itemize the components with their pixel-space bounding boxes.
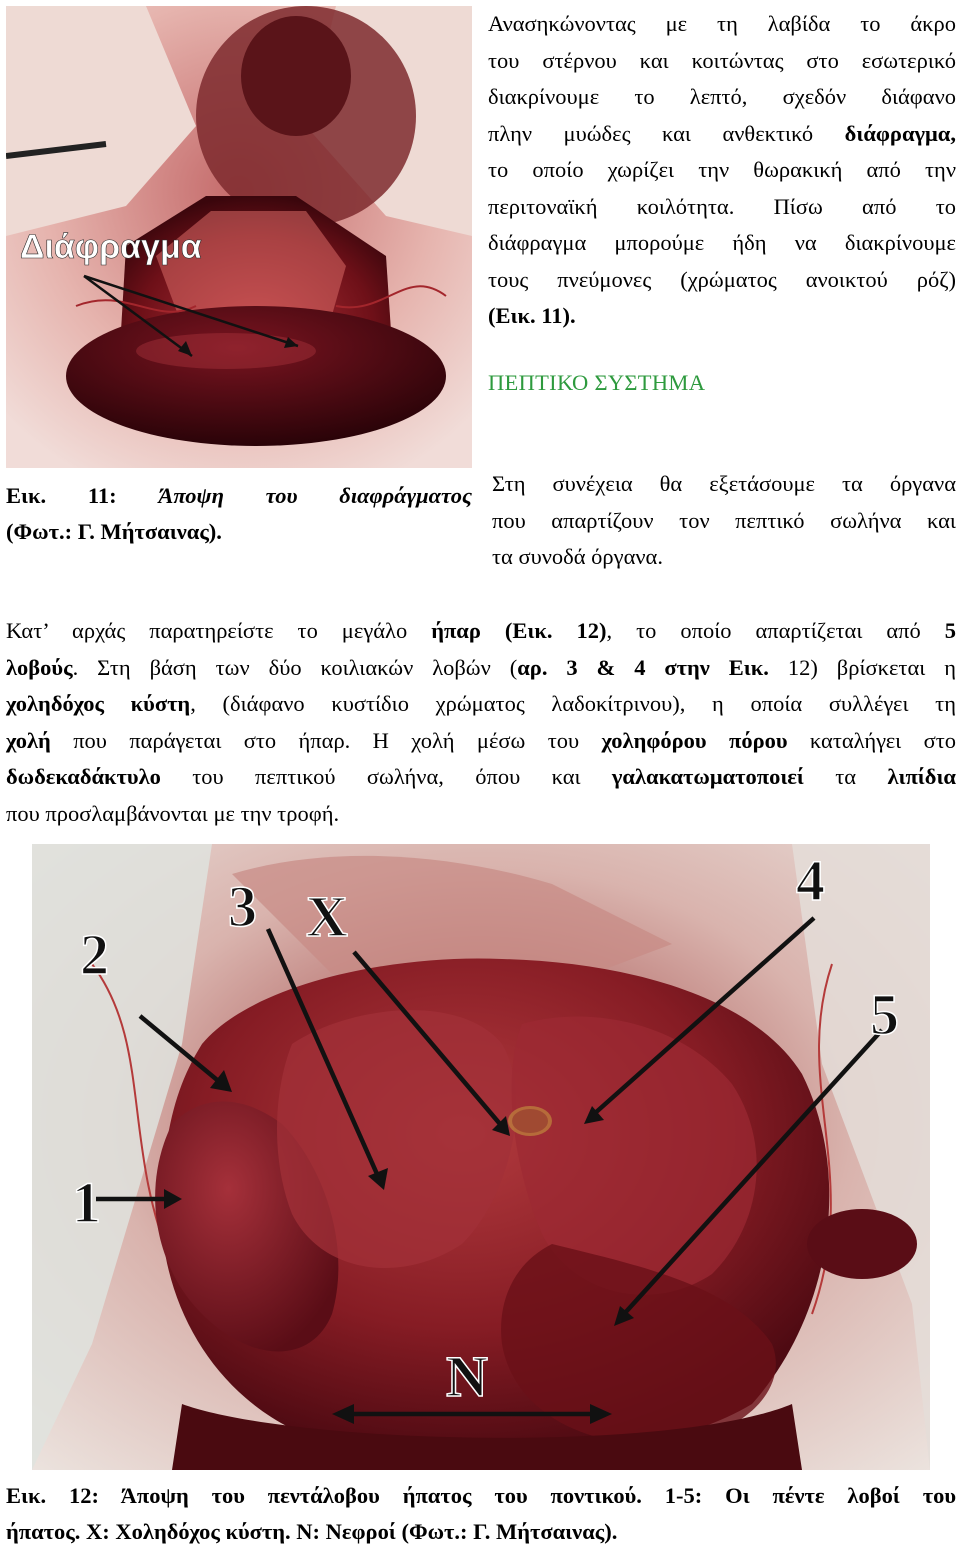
gallbladder-term: χοληδόχος κύστη <box>6 691 191 716</box>
section-heading: ΠΕΠΤΙΚΟ ΣΥΣΤΗΜΑ <box>488 370 706 395</box>
diaphragm-term: διάφραγμα, <box>844 120 956 146</box>
intro-paragraph: Ανασηκώνοντας με τη λαβίδα το άκρο του στέρνου και κοιτώντας στο εσωτερικό διακρίνουμε το λεπτό, σχεδόν διάφανο πλην μυώδες και ανθεκτικό διάφραγμα, το οποίο χωρίζει την θωρακική από την περιτοναϊκή κοιλότητα. Πίσω από το διάφραγμα μπορούμε ήδη να διακρίνουμε τους πνεύμονες (χρώματος ανοικτού ρόζ) (Εικ. 11). <box>488 11 956 328</box>
lobe-label-2: 2 <box>80 922 109 987</box>
figure-11-caption-credit: (Φωτ.: Γ. Μήτσαινας). <box>6 519 222 544</box>
kidney-label-n: N <box>446 1344 488 1409</box>
bile-term: χολή <box>6 727 51 753</box>
figure-11-caption-line1: Εικ. 11: Άποψη του διαφράγματος <box>6 483 472 508</box>
figure-11-photo <box>6 6 472 468</box>
diaphragm-label: Διάφραγμα <box>20 228 202 266</box>
lobe-label-1: 1 <box>72 1170 101 1235</box>
digestive-intro-paragraph: Στη συνέχεια θα εξετάσουμε τα όργανα που απαρτίζουν τον πεπτικό σωλήνα και τα συνοδά όργανα. <box>492 471 956 569</box>
lobes-term: λοβούς <box>6 654 73 680</box>
duodenum-term: δωδεκαδάκτυλο <box>6 764 161 789</box>
lobe-label-4: 4 <box>796 848 825 913</box>
liver-photo-illustration <box>32 844 930 1470</box>
figure-12-caption: Εικ. 12: Άποψη του πεντάλοβου ήπατος του ποντικού. 1-5: Οι πέντε λοβοί του ήπατος. Χ: Χοληδόχος κύστη. Ν: Νεφροί (Φωτ.: Γ. Μήτσαινας). <box>6 1483 956 1544</box>
bile-duct-term: χοληφόρου πόρου <box>601 727 788 753</box>
figure-11-caption-title: Άποψη του διαφράγματος <box>158 483 472 508</box>
lipids-term: λιπίδια <box>887 764 956 789</box>
lobe-label-5: 5 <box>870 982 899 1047</box>
liver-term: ήπαρ <box>431 618 481 643</box>
figure-11-caption <box>6 478 472 550</box>
diaphragm-photo-illustration <box>6 6 472 468</box>
diaphragm-term-line: πλην μυώδες και ανθεκτικό διάφραγμα, <box>488 120 956 146</box>
gallbladder-label-x: X <box>306 884 348 949</box>
emulsify-term: γαλακατωματοποιεί <box>611 764 804 789</box>
figure-11-reference: (Εικ. 11). <box>488 303 576 328</box>
liver-paragraph: Κατ’ αρχάς παρατηρείστε το μεγάλο ήπαρ (Εικ. 12), το οποίο απαρτίζεται από 5 λοβούς. Στη βάση των δύο κοιλιακών λοβών (αρ. 3 & 4 στην Εικ. 12) βρίσκεται η χοληδόχος κύστη, (διάφανο κυστίδιο χρώματος λαδοκίτρινου), η οποία συλλέγει τη χολή που παράγεται στο ήπαρ. Η χολή μέσω του χοληφόρου πόρου καταλήγει στο δωδεκαδάκτυλο του πεπτικού σωλήνα, όπου και γαλακατωματοποιεί τα λιπίδια που προσλαμβάνονται με την τροφή. <box>6 618 957 826</box>
figure-12-photo <box>32 844 930 1470</box>
lobe-label-3: 3 <box>228 874 257 939</box>
